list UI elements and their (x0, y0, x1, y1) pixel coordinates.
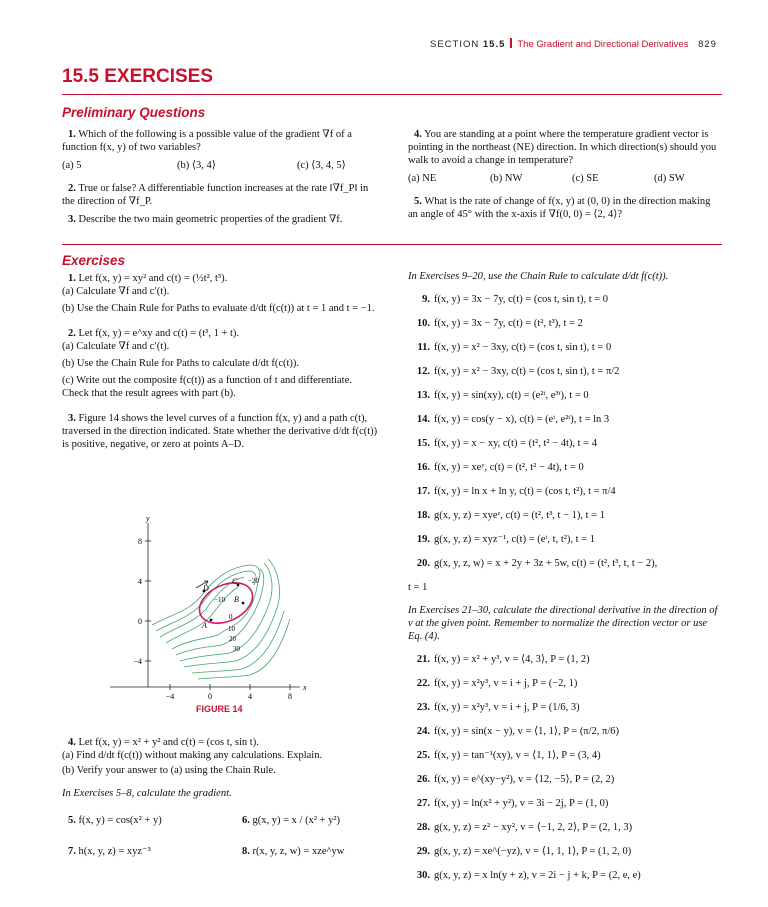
prelim-q1: 1. Which of the following is a possible value of the gradient ∇f of a function f(x, y) of two variables? (62, 129, 352, 153)
prelim-q5: 5. What is the rate of change of f(x, y) at (0, 0) in the direction making an angle of 45° with the x-axis if ∇f(0, 0) = ⟨2, 4⟩? (408, 196, 711, 220)
exercises-title: 15.5 EXERCISES (62, 66, 214, 87)
exercise-number: 25. (416, 750, 430, 761)
exercise-26 (408, 773, 722, 786)
q1-option-c: (c) ⟨3, 4, 5⟩ (297, 160, 346, 171)
exercises-right-column (408, 270, 722, 893)
exercises-heading: Exercises (62, 253, 126, 268)
point-b-label: B (234, 595, 239, 604)
exercise-text: f(x, y) = cos(y − x), c(t) = (eᵗ, e²ᵗ), t = ln 3 (434, 414, 610, 425)
exercise-2b: (b) Use the Chain Rule for Paths to calculate d/dt f(c(t)). (62, 358, 300, 369)
x-tick-neg4: −4 (165, 692, 175, 700)
exercise-28 (408, 821, 722, 834)
x-tick-0: 0 (208, 692, 212, 700)
exercise-10 (408, 317, 722, 330)
page-number: 829 (698, 39, 717, 50)
exercise-2a: (a) Calculate ∇f and c′(t). (62, 341, 170, 352)
exercise-number: 9. (422, 294, 430, 305)
exercise-text: g(x, y, z) = xyeᶻ, c(t) = (t², t³, t − 1), t = 1 (434, 510, 605, 521)
section-title: The Gradient and Directional Derivatives (517, 39, 689, 50)
q4-option-c: (c) SE (572, 173, 599, 184)
exercise-24 (408, 725, 722, 738)
figure-caption: FIGURE 14 (196, 704, 243, 714)
exercise-text: f(x, y) = ln x + ln y, c(t) = (cos t, t²), t = π/4 (434, 486, 616, 497)
exercise-text: g(x, y, z) = xyz⁻¹, c(t) = (eᵗ, t, t²), t = 1 (434, 534, 595, 545)
exercise-4b: (b) Verify your answer to (a) using the Chain Rule. (62, 765, 276, 776)
level-label-10: 10 (228, 625, 235, 633)
exercise-22 (408, 677, 722, 690)
exercise-text: f(x, y) = sin(x − y), v = ⟨1, 1⟩, P = (π/2, π/6) (434, 726, 619, 737)
figure-14 (110, 515, 320, 700)
q4-option-d: (d) SW (654, 173, 685, 184)
exercises-rule (62, 244, 722, 245)
title-rule (62, 94, 722, 95)
exercises-7-8 (62, 845, 380, 858)
exercise-17 (408, 485, 722, 498)
exercise-text: f(x, y) = 3x − 7y, c(t) = (t², t³), t = 2 (434, 318, 583, 329)
exercise-text: f(x, y) = x²y³, v = i + j, P = (1/6, 3) (434, 702, 580, 713)
q1-options (62, 159, 380, 172)
exercise-text: g(x, y, z) = z² − xy², v = ⟨−1, 2, 2⟩, P = (2, 1, 3) (434, 822, 633, 833)
exercise-number: 30. (416, 870, 430, 881)
q4-option-b: (b) NW (490, 173, 523, 184)
exercise-number: 13. (416, 390, 430, 401)
exercise-number: 20. (416, 558, 430, 569)
exercise-1: 1. Let f(x, y) = xy² and c(t) = (½t², t³). (68, 273, 228, 284)
exercise-text: f(x, y) = x² − 3xy, c(t) = (cos t, sin t), t = 0 (434, 342, 612, 353)
exercise-text: f(x, y) = 3x − 7y, c(t) = (cos t, sin t), t = 0 (434, 294, 609, 305)
exercise-number: 21. (416, 654, 430, 665)
q4-option-a: (a) NE (408, 173, 437, 184)
section-number: 15.5 (482, 39, 506, 50)
exercise-text: f(x, y) = xeʸ, c(t) = (t², t² − 4t), t = 0 (434, 462, 584, 473)
x-tick-4: 4 (248, 692, 252, 700)
exercises-left-lower (62, 736, 380, 858)
exercise-number: 11. (417, 342, 430, 353)
exercise-number: 16. (416, 462, 430, 473)
exercise-text: f(x, y) = x² − 3xy, c(t) = (cos t, sin t), t = π/2 (434, 366, 620, 377)
exercise-list-21-30 (408, 653, 722, 882)
exercise-text: f(x, y) = tan⁻¹(xy), v = ⟨1, 1⟩, P = (3, 4) (434, 750, 601, 761)
exercises-5-6 (62, 814, 380, 827)
y-tick-neg4: −4 (133, 657, 142, 666)
exercise-20-continuation: t = 1 (408, 582, 428, 593)
exercise-4: 4. Let f(x, y) = x² + y² and c(t) = (cos t, sin t). (68, 737, 259, 748)
exercise-13 (408, 389, 722, 402)
exercise-number: 15. (416, 438, 430, 449)
level-label-20: 20 (229, 635, 236, 643)
exercise-1a: (a) Calculate ∇f and c′(t). (62, 286, 170, 297)
exercise-number: 12. (416, 366, 430, 377)
exercise-15 (408, 437, 722, 450)
exercise-30 (408, 869, 722, 882)
exercise-text: g(x, y, z, w) = x + 2y + 3z + 5w, c(t) = (t², t³, t, t − 2), (434, 558, 658, 569)
exercise-number: 24. (416, 726, 430, 737)
exercise-6: 6. g(x, y) = x / (x² + y²) (242, 815, 341, 826)
header-divider (510, 38, 512, 48)
y-axis-label: y (146, 515, 150, 523)
exercise-text: f(x, y) = x − xy, c(t) = (t², t² − 4t), t = 4 (434, 438, 597, 449)
exercise-5: 5. f(x, y) = cos(x² + y) (68, 815, 162, 826)
running-header (430, 38, 717, 51)
exercise-9 (408, 293, 722, 306)
exercise-text: f(x, y) = ln(x² + y²), v = 3i − 2j, P = (1, 0) (434, 798, 609, 809)
section-word: SECTION (430, 39, 480, 50)
x-tick-8: 8 (288, 692, 292, 700)
level-label-neg10: −10 (214, 596, 225, 604)
exercise-number: 23. (416, 702, 430, 713)
exercise-2c: (c) Write out the composite f(c(t)) as a function of t and differentiate. Check that the result agrees with part (b). (62, 375, 352, 399)
intro-5-8: In Exercises 5–8, calculate the gradient. (62, 788, 232, 799)
exercise-number: 22. (416, 678, 430, 689)
exercises-left-column (62, 272, 380, 451)
intro-9-20: In Exercises 9–20, use the Chain Rule to calculate d/dt f(c(t)). (408, 271, 669, 282)
point-a-label: A (202, 621, 207, 630)
prelim-right-column (408, 128, 722, 226)
exercise-list-9-20 (408, 293, 722, 570)
exercise-19 (408, 533, 722, 546)
exercise-23 (408, 701, 722, 714)
level-label-0: 0 (229, 613, 233, 621)
q1-option-b: (b) ⟨3, 4⟩ (177, 160, 216, 171)
prelim-q4: 4. You are standing at a point where the temperature gradient vector is pointing in the northeast (NE) direction. In which direction(s) should you walk to avoid a change in temperature? (408, 129, 717, 166)
exercise-text: f(x, y) = e^(xy−y²), v = ⟨12, −5⟩, P = (2, 2) (434, 774, 615, 785)
prelim-heading: Preliminary Questions (62, 105, 206, 120)
prelim-q3: 3. Describe the two main geometric properties of the gradient ∇f. (68, 214, 343, 225)
exercise-14 (408, 413, 722, 426)
exercise-number: 14. (416, 414, 430, 425)
exercise-25 (408, 749, 722, 762)
exercise-number: 17. (416, 486, 430, 497)
exercise-29 (408, 845, 722, 858)
x-axis-label: x (303, 683, 307, 692)
exercise-21 (408, 653, 722, 666)
exercise-text: f(x, y) = x²y³, v = i + j, P = (−2, 1) (434, 678, 578, 689)
exercise-11 (408, 341, 722, 354)
intro-21-30: In Exercises 21–30, calculate the directional derivative in the direction of v at the given point. Remember to normalize the direction vector or use Eq. (4). (408, 605, 718, 642)
exercise-number: 18. (416, 510, 430, 521)
point-d-label: D (203, 584, 209, 593)
y-tick-4: 4 (138, 577, 142, 586)
exercise-number: 29. (416, 846, 430, 857)
exercise-4a: (a) Find d/dt f(c(t)) without making any calculations. Explain. (62, 750, 323, 761)
level-label-neg20: −20 (248, 577, 259, 585)
exercise-number: 28. (416, 822, 430, 833)
level-curves (152, 559, 290, 679)
exercise-1b: (b) Use the Chain Rule for Paths to evaluate d/dt f(c(t)) at t = 1 and t = −1. (62, 303, 375, 314)
exercise-18 (408, 509, 722, 522)
exercise-7: 7. h(x, y, z) = xyz⁻³ (68, 846, 151, 857)
exercise-number: 26. (416, 774, 430, 785)
exercise-20 (408, 557, 722, 570)
prelim-left-column (62, 128, 380, 231)
q1-option-a: (a) 5 (62, 160, 82, 171)
point-c-label: C (232, 577, 238, 586)
exercise-number: 10. (416, 318, 430, 329)
y-tick-0: 0 (138, 617, 142, 626)
exercise-text: f(x, y) = x² + y³, v = ⟨4, 3⟩, P = (1, 2) (434, 654, 590, 665)
exercise-number: 19. (416, 534, 430, 545)
exercise-text: g(x, y, z) = xe^(−yz), v = ⟨1, 1, 1⟩, P = (1, 2, 0) (434, 846, 632, 857)
exercise-16 (408, 461, 722, 474)
exercise-number: 27. (416, 798, 430, 809)
exercise-2: 2. Let f(x, y) = e^xy and c(t) = (t³, 1 + t). (68, 328, 240, 339)
exercise-3: 3. Figure 14 shows the level curves of a function f(x, y) and a path c(t), traversed in the direction indicated. State whether the derivative d/dt f(c(t)) is positive, negative, or zero at points A–D. (62, 413, 378, 450)
exercise-text: f(x, y) = sin(xy), c(t) = (e²ᵗ, e³ᵗ), t = 0 (434, 390, 589, 401)
level-label-30: 30 (233, 645, 240, 653)
exercise-12 (408, 365, 722, 378)
y-tick-8: 8 (138, 537, 142, 546)
q4-options (408, 172, 722, 185)
prelim-q2: 2. True or false? A differentiable function increases at the rate ‖∇f_P‖ in the direction of ∇f_P. (62, 183, 369, 207)
exercise-8: 8. r(x, y, z, w) = xze^yw (242, 846, 345, 857)
exercise-text: g(x, y, z) = x ln(y + z), v = 2i − j + k, P = (2, e, e) (434, 870, 641, 881)
exercise-27 (408, 797, 722, 810)
